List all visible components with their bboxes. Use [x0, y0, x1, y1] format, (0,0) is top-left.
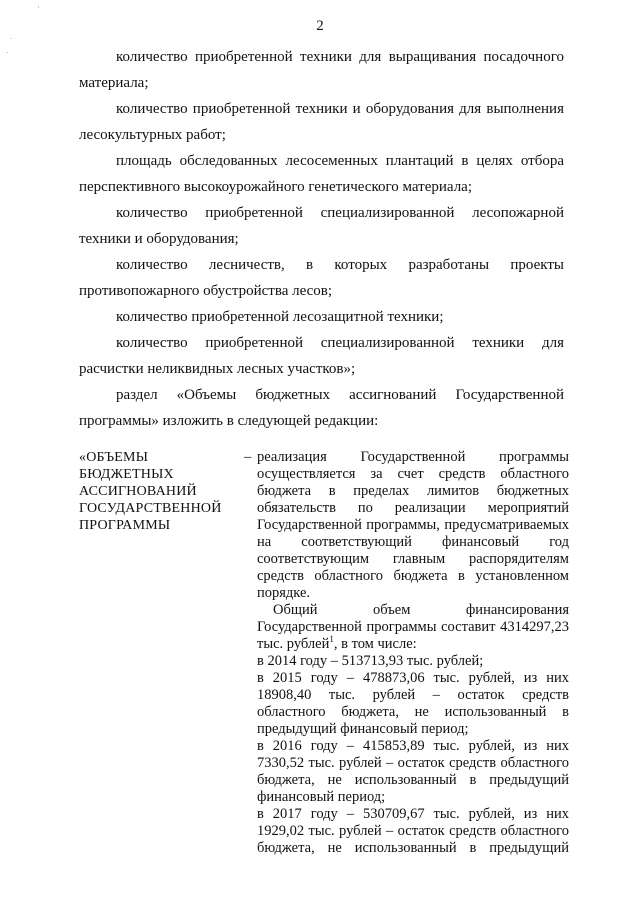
year-2015-paragraph: в 2015 году – 478873,06 тыс. рублей, из них 18908,40 тыс. рублей – остаток средств областного бюджета, не использованный в предыдущий финансовый период;: [257, 670, 569, 737]
total-financing-tail: , в том числе:: [333, 636, 417, 652]
scan-mark: ·: [6, 49, 9, 57]
paragraph: количество лесничеств, в которых разработаны проекты противопожарного обустройства лесов;: [79, 257, 564, 299]
year-2014-line: в 2014 году – 513713,93 тыс. рублей;: [257, 653, 484, 669]
document-body: [79, 44, 564, 434]
paragraph: количество приобретенной лесозащитной техники;: [116, 309, 444, 325]
section-content: [257, 449, 569, 857]
page-number: 2: [316, 18, 324, 34]
heading-line: БЮДЖЕТНЫХ: [79, 467, 174, 482]
total-financing-text: Общий объем финансирования Государственной программы составит 4314297,23 тыс. рублей: [257, 602, 569, 652]
heading-line: ПРОГРАММЫ: [79, 518, 171, 533]
year-2016-paragraph: в 2016 году – 415853,89 тыс. рублей, из них 7330,52 тыс. рублей – остаток средств областного бюджета, не использованный в предыдущий финансовый период;: [257, 738, 569, 805]
total-financing-paragraph: [257, 602, 569, 653]
paragraph: площадь обследованных лесосеменных плантаций в целях отбора перспективного высокоурожайного генетического материала;: [79, 153, 564, 195]
year-2017-paragraph: в 2017 году – 530709,67 тыс. рублей, из них 1929,02 тыс. рублей – остаток средств областного бюджета, не использованный в предыдущий: [257, 806, 569, 856]
section-heading: [79, 449, 244, 534]
heading-line: АССИГНОВАНИЙ: [79, 484, 197, 499]
content-paragraph: реализация Государственной программы осуществляется за счет средств областного бюджета в пределах лимитов бюджетных обязательств по реализации мероприятий Государственной программы, предусматриваемых на соответствующий финансовый год соответствующим главным распорядителям средств областного бюджета в установленном порядке.: [257, 449, 569, 601]
paragraph: раздел «Объемы бюджетных ассигнований Государственной программы» изложить в следующей редакции:: [79, 387, 564, 429]
paragraph: количество приобретенной техники и оборудования для выполнения лесокультурных работ;: [79, 101, 564, 143]
paragraph: количество приобретенной специализированной лесопожарной техники и оборудования;: [79, 205, 564, 247]
heading-line: «ОБЪЕМЫ: [79, 450, 149, 465]
paragraph: количество приобретенной специализированной техники для расчистки неликвидных лесных участков»;: [79, 335, 564, 377]
heading-line: ГОСУДАРСТВЕННОЙ: [79, 501, 222, 516]
paragraph: количество приобретенной техники для выращивания посадочного материала;: [79, 49, 564, 91]
footnote-marker: 1: [329, 634, 334, 645]
scan-mark: ʹ: [38, 5, 40, 13]
scan-mark: ·: [10, 35, 13, 43]
dash-separator: –: [244, 449, 252, 465]
